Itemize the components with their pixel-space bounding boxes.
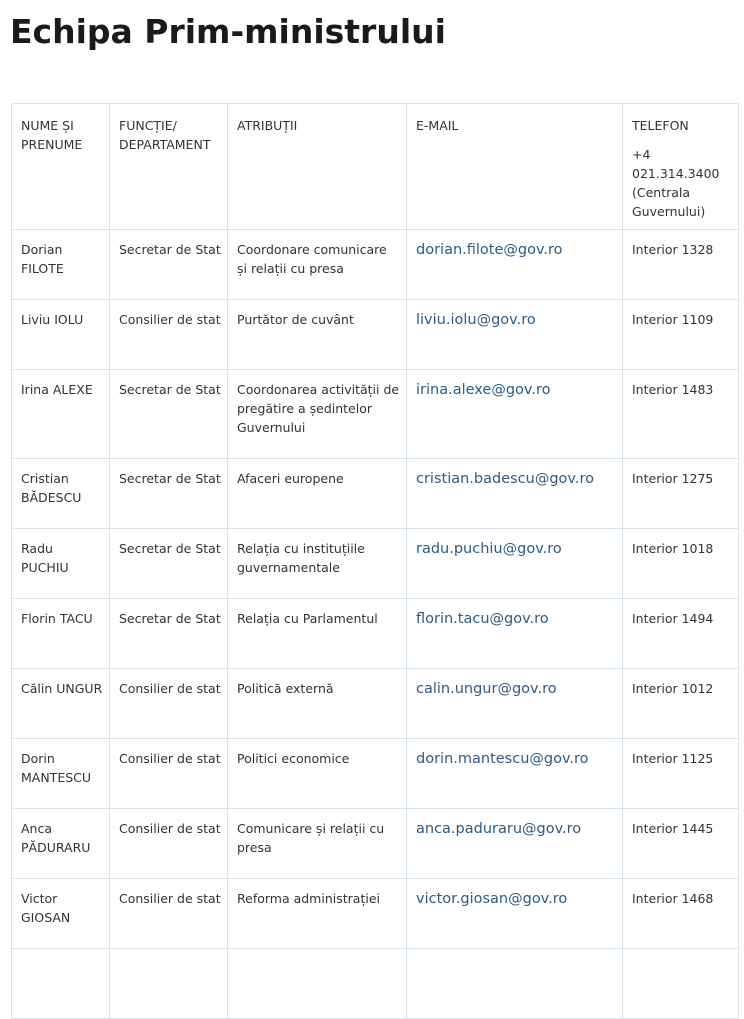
cell-name: Irina ALEXE: [12, 370, 110, 459]
cell-email: [407, 739, 623, 809]
cell-phone: Interior 1012: [623, 669, 739, 739]
email-link[interactable]: irina.alexe@gov.ro: [416, 382, 551, 398]
cell-name: Liviu IOLU: [12, 300, 110, 370]
page-title: Echipa Prim-ministrului: [10, 12, 446, 51]
cell-name: Călin UNGUR: [12, 669, 110, 739]
cell-function: Secretar de Stat: [110, 370, 228, 459]
table-row-partial: [12, 949, 739, 1019]
table-row: [12, 809, 739, 879]
cell-empty: [12, 949, 110, 1019]
cell-name: Cristian BĂDESCU: [12, 459, 110, 529]
email-link[interactable]: anca.paduraru@gov.ro: [416, 821, 582, 837]
cell-email: [407, 669, 623, 739]
cell-email: [407, 809, 623, 879]
table-row: [12, 669, 739, 739]
cell-attributions: Reforma administrației: [228, 879, 407, 949]
email-link[interactable]: radu.puchiu@gov.ro: [416, 541, 562, 557]
email-link[interactable]: florin.tacu@gov.ro: [416, 611, 549, 627]
cell-function: Secretar de Stat: [110, 599, 228, 669]
header-email: E-MAIL: [407, 104, 623, 230]
cell-function: Consilier de stat: [110, 739, 228, 809]
header-function: FUNCȚIE/ DEPARTAMENT: [110, 104, 228, 230]
table-header-row: [12, 104, 739, 230]
cell-function: Secretar de Stat: [110, 459, 228, 529]
cell-email: [407, 370, 623, 459]
cell-email: [407, 599, 623, 669]
cell-phone: Interior 1483: [623, 370, 739, 459]
cell-attributions: Afaceri europene: [228, 459, 407, 529]
cell-name: Dorian FILOTE: [12, 230, 110, 300]
cell-empty: [110, 949, 228, 1019]
header-name: NUME ȘI PRENUME: [12, 104, 110, 230]
cell-name: Anca PĂDURARU: [12, 809, 110, 879]
cell-attributions: Relația cu Parlamentul: [228, 599, 407, 669]
email-link[interactable]: dorian.filote@gov.ro: [416, 242, 563, 258]
cell-function: Secretar de Stat: [110, 230, 228, 300]
email-link[interactable]: dorin.mantescu@gov.ro: [416, 751, 589, 767]
cell-phone: Interior 1275: [623, 459, 739, 529]
header-attributions: ATRIBUȚII: [228, 104, 407, 230]
table-row: [12, 300, 739, 370]
table-row: [12, 879, 739, 949]
cell-attributions: Purtător de cuvânt: [228, 300, 407, 370]
cell-phone: Interior 1494: [623, 599, 739, 669]
cell-attributions: Relația cu instituțiile guvernamentale: [228, 529, 407, 599]
header-phone-note: +4 021.314.3400 (Centrala Guvernului): [632, 147, 720, 219]
cell-phone: Interior 1109: [623, 300, 739, 370]
cell-function: Consilier de stat: [110, 300, 228, 370]
table-row: [12, 459, 739, 529]
cell-email: [407, 529, 623, 599]
cell-phone: Interior 1125: [623, 739, 739, 809]
cell-attributions: Coordonare comunicare și relații cu presa: [228, 230, 407, 300]
table-row: [12, 599, 739, 669]
cell-empty: [623, 949, 739, 1019]
cell-phone: Interior 1445: [623, 809, 739, 879]
cell-attributions: Coordonarea activității de pregătire a ședintelor Guvernului: [228, 370, 407, 459]
cell-phone: Interior 1018: [623, 529, 739, 599]
header-phone-cell: [623, 104, 739, 230]
email-link[interactable]: cristian.badescu@gov.ro: [416, 471, 595, 487]
cell-attributions: Politică externă: [228, 669, 407, 739]
cell-email: [407, 230, 623, 300]
cell-phone: Interior 1328: [623, 230, 739, 300]
cell-attributions: Politici economice: [228, 739, 407, 809]
header-phone: TELEFON: [632, 118, 689, 133]
cell-email: [407, 879, 623, 949]
cell-attributions: Comunicare și relații cu presa: [228, 809, 407, 879]
table-row: [12, 739, 739, 809]
table-row: [12, 529, 739, 599]
cell-email: [407, 459, 623, 529]
cell-function: Consilier de stat: [110, 669, 228, 739]
email-link[interactable]: victor.giosan@gov.ro: [416, 891, 568, 907]
cell-name: Florin TACU: [12, 599, 110, 669]
team-table: [11, 103, 739, 1019]
cell-function: Consilier de stat: [110, 809, 228, 879]
cell-email: [407, 300, 623, 370]
cell-empty: [228, 949, 407, 1019]
email-link[interactable]: liviu.iolu@gov.ro: [416, 312, 536, 328]
table-row: [12, 370, 739, 459]
cell-function: Consilier de stat: [110, 879, 228, 949]
cell-name: Dorin MANTESCU: [12, 739, 110, 809]
email-link[interactable]: calin.ungur@gov.ro: [416, 681, 557, 697]
cell-phone: Interior 1468: [623, 879, 739, 949]
cell-function: Secretar de Stat: [110, 529, 228, 599]
cell-empty: [407, 949, 623, 1019]
cell-name: Radu PUCHIU: [12, 529, 110, 599]
cell-name: Victor GIOSAN: [12, 879, 110, 949]
table-row: [12, 230, 739, 300]
